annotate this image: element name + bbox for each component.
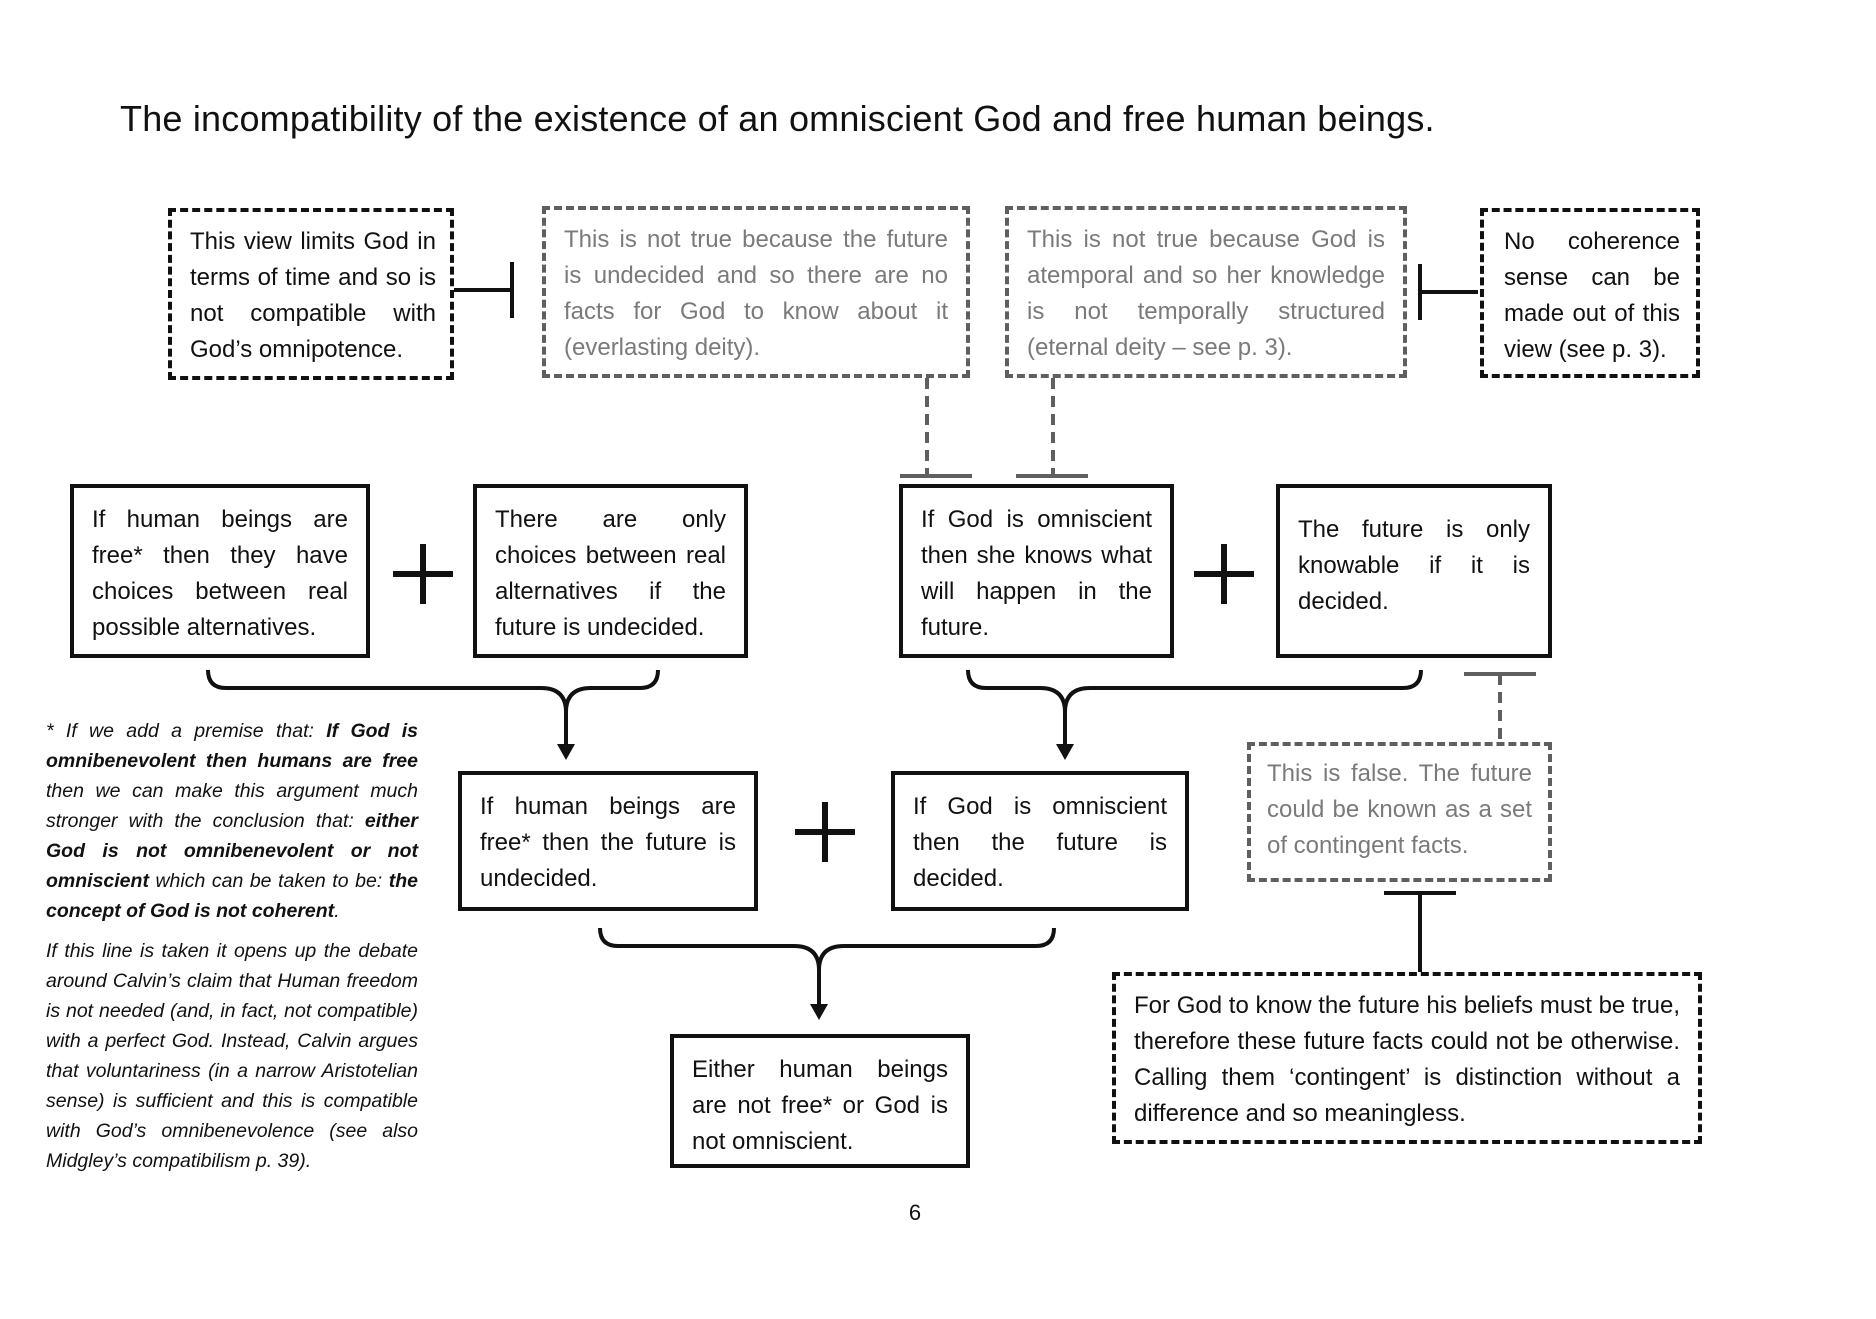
footnote-paragraph-2: If this line is taken it opens up the debate around Calvin’s claim that Human freedom is not needed (and, in fact, not compatible) with a perfect God. Instead, Calvin argues that voluntariness (in a narrow Aristotelian sense) is sufficient and this is compatible with God’s omnibenevolence (see also Midgley’s compatibilism p. 39). [46, 940, 418, 1172]
premise-undecided-future-text: There are only choices between real alternatives if the future is undecided. [495, 506, 726, 641]
objection-future-undecided-text: This is not true because the future is undecided and so there are no facts for God to know about it (everlasting deity). [564, 226, 948, 361]
footnote-conclusion: either God is not omnibenevolent or not omniscient [46, 810, 418, 892]
footnote-middle: then we can make this argument much stronger with the conclusion that: [46, 780, 418, 832]
plus-icon [1194, 544, 1254, 604]
brace-left-pair [208, 670, 658, 712]
objection-beliefs-true-text: For God to know the future his beliefs must be true, therefore these future facts could not be otherwise. Calling them ‘contingent’ is distinction without a difference and so meaningless. [1134, 992, 1680, 1127]
footnote-paragraph-1 [46, 716, 418, 926]
premise-omniscient-knows [899, 484, 1174, 658]
objection-no-coherence-text: No coherence sense can be made out of this view (see p. 3). [1504, 228, 1680, 363]
objection-atemporal [1005, 206, 1407, 378]
page-number: 6 [908, 1200, 922, 1225]
footnote-intro: * If we add a premise that: [46, 720, 327, 742]
conclusion-free-undecided [458, 771, 758, 911]
conclusion-final-text: Either human beings are not free* or God is not omniscient. [692, 1056, 948, 1155]
arrowhead-lower [810, 1004, 828, 1020]
premise-free-choices [70, 484, 370, 658]
objection-limits-god [168, 208, 454, 380]
objection-limits-god-text: This view limits God in terms of time and so is not compatible with God’s omnipotence. [190, 228, 436, 363]
brace-right-pair [968, 670, 1421, 712]
conclusion-omniscient-decided [891, 771, 1189, 911]
page-title: The incompatibility of the existence of an omniscient God and free human beings. [120, 98, 1435, 139]
premise-free-choices-text: If human beings are free* then they have choices between real possible alternatives. [92, 506, 348, 641]
footnote [46, 716, 418, 1186]
arrowhead-left [557, 744, 575, 760]
premise-knowable-decided [1276, 484, 1552, 658]
objection-contingent-facts-text: This is false. The future could be known as a set of contingent facts. [1267, 760, 1532, 859]
conclusion-omniscient-decided-text: If God is omniscient then the future is decided. [913, 793, 1167, 892]
objection-contingent-facts [1247, 742, 1552, 882]
objection-future-undecided [542, 206, 970, 378]
footnote-premise: If God is omnibenevolent then humans are free [46, 720, 419, 772]
plus-icon [795, 802, 855, 862]
arrowhead-right [1056, 744, 1074, 760]
objection-no-coherence [1480, 208, 1700, 378]
premise-omniscient-knows-text: If God is omniscient then she knows what will happen in the future. [921, 506, 1152, 641]
footnote-taken: which can be taken to be: [148, 870, 389, 892]
premise-undecided-future [473, 484, 748, 658]
premise-knowable-decided-text: The future is only knowable if it is decided. [1298, 516, 1530, 615]
footnote-concept: the concept of God is not coherent [46, 870, 418, 922]
plus-icon [393, 544, 453, 604]
objection-beliefs-true [1112, 972, 1702, 1144]
conclusion-free-undecided-text: If human beings are free* then the future is undecided. [480, 793, 736, 892]
brace-lower-pair [600, 928, 1054, 970]
objection-atemporal-text: This is not true because God is atemporal and so her knowledge is not temporally structured (eternal deity – see p. 3). [1027, 226, 1385, 361]
conclusion-final [670, 1034, 970, 1168]
footnote-end: . [334, 900, 340, 922]
